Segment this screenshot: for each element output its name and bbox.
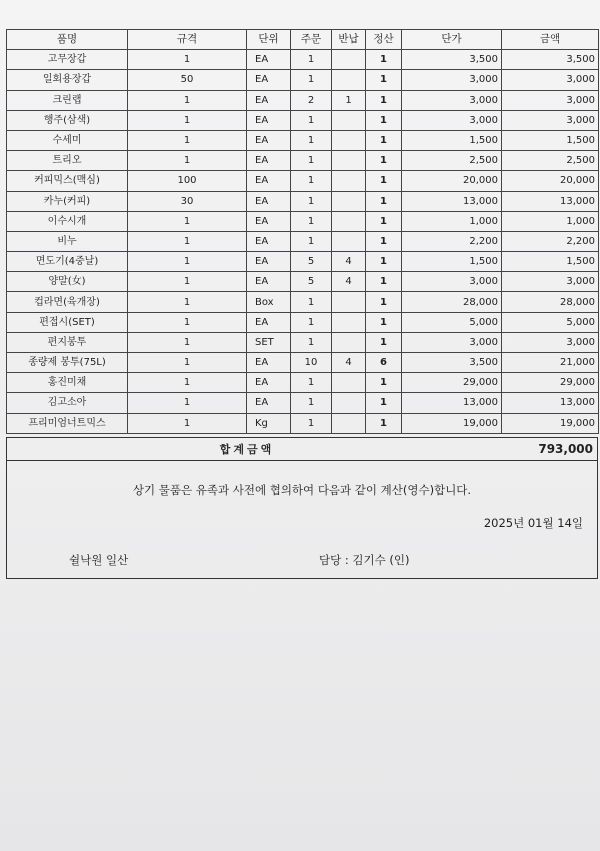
cell-amount: 3,500 bbox=[502, 50, 599, 70]
cell-price: 1,500 bbox=[402, 252, 502, 272]
header-order: 주문 bbox=[291, 30, 332, 50]
cell-unit: EA bbox=[247, 130, 291, 150]
cell-return bbox=[332, 393, 366, 413]
cell-return: 4 bbox=[332, 272, 366, 292]
cell-amount: 28,000 bbox=[502, 292, 599, 312]
cell-return bbox=[332, 413, 366, 433]
cell-price: 13,000 bbox=[402, 393, 502, 413]
cell-spec: 1 bbox=[128, 393, 247, 413]
cell-return bbox=[332, 70, 366, 90]
cell-spec: 1 bbox=[128, 90, 247, 110]
cell-amount: 3,000 bbox=[502, 110, 599, 130]
cell-spec: 1 bbox=[128, 50, 247, 70]
header-spec: 규격 bbox=[128, 30, 247, 50]
table-row bbox=[7, 110, 599, 130]
cell-price: 20,000 bbox=[402, 171, 502, 191]
cell-order: 1 bbox=[291, 110, 332, 130]
cell-unit: EA bbox=[247, 70, 291, 90]
cell-settle: 1 bbox=[366, 191, 402, 211]
shop-name: 쉴낙원 일산 bbox=[69, 553, 129, 567]
cell-order: 1 bbox=[291, 413, 332, 433]
cell-order: 1 bbox=[291, 211, 332, 231]
header-unit: 단위 bbox=[247, 30, 291, 50]
footer-box bbox=[6, 460, 598, 579]
table-row bbox=[7, 151, 599, 171]
cell-amount: 13,000 bbox=[502, 393, 599, 413]
cell-name: 종량제 봉투(75L) bbox=[7, 353, 128, 373]
cell-settle: 1 bbox=[366, 110, 402, 130]
cell-price: 3,000 bbox=[402, 70, 502, 90]
cell-price: 28,000 bbox=[402, 292, 502, 312]
cell-name: 일회용장갑 bbox=[7, 70, 128, 90]
cell-name: 수세미 bbox=[7, 130, 128, 150]
cell-settle: 6 bbox=[366, 353, 402, 373]
cell-price: 3,000 bbox=[402, 90, 502, 110]
cell-price: 29,000 bbox=[402, 373, 502, 393]
cell-settle: 1 bbox=[366, 252, 402, 272]
table-row bbox=[7, 393, 599, 413]
cell-settle: 1 bbox=[366, 272, 402, 292]
cell-order: 1 bbox=[291, 312, 332, 332]
cell-settle: 1 bbox=[366, 171, 402, 191]
cell-amount: 1,000 bbox=[502, 211, 599, 231]
cell-amount: 3,000 bbox=[502, 272, 599, 292]
cell-spec: 1 bbox=[128, 252, 247, 272]
cell-unit: EA bbox=[247, 90, 291, 110]
cell-amount: 20,000 bbox=[502, 171, 599, 191]
cell-name: 면도기(4중날) bbox=[7, 252, 128, 272]
cell-spec: 30 bbox=[128, 191, 247, 211]
cell-settle: 1 bbox=[366, 292, 402, 312]
cell-spec: 50 bbox=[128, 70, 247, 90]
cell-spec: 1 bbox=[128, 373, 247, 393]
cell-return bbox=[332, 130, 366, 150]
cell-unit: EA bbox=[247, 252, 291, 272]
cell-name: 프리미엄너트믹스 bbox=[7, 413, 128, 433]
cell-price: 2,200 bbox=[402, 231, 502, 251]
cell-name: 커피믹스(맥심) bbox=[7, 171, 128, 191]
cell-unit: EA bbox=[247, 110, 291, 130]
cell-amount: 5,000 bbox=[502, 312, 599, 332]
table-row bbox=[7, 373, 599, 393]
cell-spec: 100 bbox=[128, 171, 247, 191]
cell-price: 1,500 bbox=[402, 130, 502, 150]
cell-unit: EA bbox=[247, 393, 291, 413]
cell-spec: 1 bbox=[128, 292, 247, 312]
cell-name: 편지봉투 bbox=[7, 332, 128, 352]
cell-amount: 19,000 bbox=[502, 413, 599, 433]
header-row bbox=[7, 30, 599, 50]
cell-return bbox=[332, 373, 366, 393]
cell-settle: 1 bbox=[366, 70, 402, 90]
cell-order: 2 bbox=[291, 90, 332, 110]
cell-order: 1 bbox=[291, 50, 332, 70]
header-return: 반납 bbox=[332, 30, 366, 50]
cell-spec: 1 bbox=[128, 110, 247, 130]
cell-settle: 1 bbox=[366, 130, 402, 150]
cell-settle: 1 bbox=[366, 231, 402, 251]
cell-return bbox=[332, 50, 366, 70]
cell-amount: 2,500 bbox=[502, 151, 599, 171]
cell-price: 3,500 bbox=[402, 353, 502, 373]
cell-price: 2,500 bbox=[402, 151, 502, 171]
table-row bbox=[7, 252, 599, 272]
cell-unit: EA bbox=[247, 272, 291, 292]
cell-spec: 1 bbox=[128, 272, 247, 292]
cell-unit: Kg bbox=[247, 413, 291, 433]
cell-amount: 1,500 bbox=[502, 130, 599, 150]
cell-return: 1 bbox=[332, 90, 366, 110]
header-settle: 정산 bbox=[366, 30, 402, 50]
table-row bbox=[7, 171, 599, 191]
cell-return bbox=[332, 171, 366, 191]
total-row bbox=[6, 437, 598, 461]
issue-date: 2025년 01월 14일 bbox=[483, 516, 583, 530]
statement-text: 상기 물품은 유족과 사전에 협의하여 다음과 같이 계산(영수)합니다. bbox=[132, 483, 472, 497]
cell-order: 5 bbox=[291, 252, 332, 272]
cell-return: 4 bbox=[332, 252, 366, 272]
header-price: 단가 bbox=[402, 30, 502, 50]
cell-price: 3,500 bbox=[402, 50, 502, 70]
cell-price: 5,000 bbox=[402, 312, 502, 332]
cell-name: 편접시(SET) bbox=[7, 312, 128, 332]
cell-price: 1,000 bbox=[402, 211, 502, 231]
cell-return bbox=[332, 332, 366, 352]
cell-spec: 1 bbox=[128, 211, 247, 231]
cell-name: 고무장갑 bbox=[7, 50, 128, 70]
cell-price: 3,000 bbox=[402, 110, 502, 130]
cell-spec: 1 bbox=[128, 353, 247, 373]
cell-spec: 1 bbox=[128, 130, 247, 150]
cell-settle: 1 bbox=[366, 151, 402, 171]
cell-name: 컵라면(육개장) bbox=[7, 292, 128, 312]
cell-order: 5 bbox=[291, 272, 332, 292]
cell-return bbox=[332, 231, 366, 251]
table-row bbox=[7, 312, 599, 332]
cell-settle: 1 bbox=[366, 50, 402, 70]
cell-unit: EA bbox=[247, 231, 291, 251]
cell-settle: 1 bbox=[366, 393, 402, 413]
cell-amount: 2,200 bbox=[502, 231, 599, 251]
cell-spec: 1 bbox=[128, 151, 247, 171]
table-row bbox=[7, 272, 599, 292]
cell-price: 3,000 bbox=[402, 272, 502, 292]
items-table bbox=[6, 29, 599, 434]
cell-spec: 1 bbox=[128, 332, 247, 352]
table-row bbox=[7, 231, 599, 251]
cell-return bbox=[332, 292, 366, 312]
cell-name: 카누(커피) bbox=[7, 191, 128, 211]
table-row bbox=[7, 50, 599, 70]
cell-name: 크린랩 bbox=[7, 90, 128, 110]
table-row bbox=[7, 191, 599, 211]
cell-name: 김고소아 bbox=[7, 393, 128, 413]
cell-order: 1 bbox=[291, 171, 332, 191]
cell-spec: 1 bbox=[128, 312, 247, 332]
cell-order: 1 bbox=[291, 373, 332, 393]
table-row bbox=[7, 90, 599, 110]
cell-price: 3,000 bbox=[402, 332, 502, 352]
cell-amount: 21,000 bbox=[502, 353, 599, 373]
cell-order: 1 bbox=[291, 332, 332, 352]
cell-price: 19,000 bbox=[402, 413, 502, 433]
table-row bbox=[7, 413, 599, 433]
cell-unit: EA bbox=[247, 373, 291, 393]
cell-return bbox=[332, 110, 366, 130]
cell-order: 1 bbox=[291, 231, 332, 251]
cell-order: 1 bbox=[291, 130, 332, 150]
cell-order: 10 bbox=[291, 353, 332, 373]
total-value: 793,000 bbox=[538, 442, 593, 456]
table-row bbox=[7, 70, 599, 90]
cell-settle: 1 bbox=[366, 90, 402, 110]
cell-order: 1 bbox=[291, 70, 332, 90]
cell-unit: EA bbox=[247, 151, 291, 171]
cell-name: 행주(삼색) bbox=[7, 110, 128, 130]
cell-return bbox=[332, 151, 366, 171]
cell-name: 비누 bbox=[7, 231, 128, 251]
cell-spec: 1 bbox=[128, 231, 247, 251]
cell-amount: 13,000 bbox=[502, 191, 599, 211]
cell-unit: EA bbox=[247, 191, 291, 211]
cell-unit: EA bbox=[247, 211, 291, 231]
table-row bbox=[7, 332, 599, 352]
cell-settle: 1 bbox=[366, 332, 402, 352]
cell-unit: SET bbox=[247, 332, 291, 352]
cell-price: 13,000 bbox=[402, 191, 502, 211]
cell-amount: 3,000 bbox=[502, 90, 599, 110]
cell-settle: 1 bbox=[366, 211, 402, 231]
table-row bbox=[7, 211, 599, 231]
cell-order: 1 bbox=[291, 292, 332, 312]
cell-amount: 3,000 bbox=[502, 332, 599, 352]
header-name: 품명 bbox=[7, 30, 128, 50]
manager-signature: 담당 : 김기수 (인) bbox=[319, 553, 410, 567]
cell-settle: 1 bbox=[366, 413, 402, 433]
cell-amount: 3,000 bbox=[502, 70, 599, 90]
cell-order: 1 bbox=[291, 191, 332, 211]
cell-return: 4 bbox=[332, 353, 366, 373]
cell-order: 1 bbox=[291, 151, 332, 171]
header-amount: 금액 bbox=[502, 30, 599, 50]
cell-name: 이수시개 bbox=[7, 211, 128, 231]
cell-unit: Box bbox=[247, 292, 291, 312]
table-row bbox=[7, 130, 599, 150]
cell-settle: 1 bbox=[366, 373, 402, 393]
cell-name: 홍진미채 bbox=[7, 373, 128, 393]
cell-order: 1 bbox=[291, 393, 332, 413]
cell-amount: 1,500 bbox=[502, 252, 599, 272]
cell-unit: EA bbox=[247, 171, 291, 191]
cell-settle: 1 bbox=[366, 312, 402, 332]
cell-unit: EA bbox=[247, 353, 291, 373]
table-row bbox=[7, 353, 599, 373]
cell-name: 트리오 bbox=[7, 151, 128, 171]
cell-unit: EA bbox=[247, 50, 291, 70]
table-row bbox=[7, 292, 599, 312]
cell-return bbox=[332, 191, 366, 211]
cell-amount: 29,000 bbox=[502, 373, 599, 393]
cell-spec: 1 bbox=[128, 413, 247, 433]
cell-unit: EA bbox=[247, 312, 291, 332]
cell-return bbox=[332, 312, 366, 332]
cell-name: 양말(女) bbox=[7, 272, 128, 292]
cell-return bbox=[332, 211, 366, 231]
total-label: 합계금액 bbox=[219, 443, 275, 456]
